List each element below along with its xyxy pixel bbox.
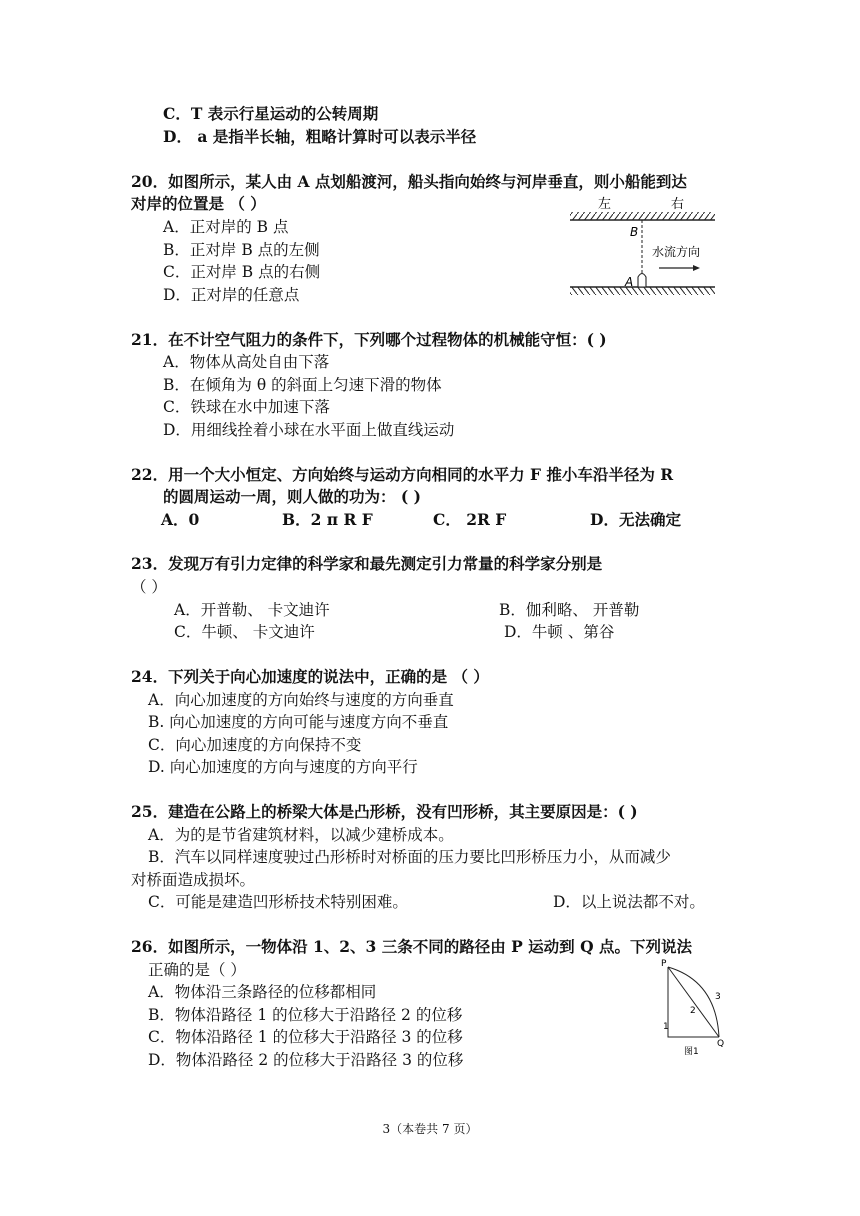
q22-option-b: B．2 π R F	[282, 510, 373, 529]
q24-option-a: A．向心加速度的方向始终与速度的方向垂直	[148, 691, 454, 709]
q20-stem-line1: 20．如图所示，某人由 A 点划船渡河，船头指向始终与河岸垂直，则小船能到达	[131, 172, 687, 191]
q20-option-b: B．正对岸 B 点的左侧	[163, 241, 320, 259]
q21-option-d: D．用细线拴着小球在水平面上做直线运动	[163, 421, 455, 439]
q19-option-c: C．T 表示行星运动的公转周期	[163, 104, 379, 123]
figure-caption: 图1	[684, 1047, 699, 1057]
q21-option-a: A．物体从高处自由下落	[163, 353, 330, 371]
point-p: P	[661, 959, 667, 969]
q26-option-b: B．物体沿路径 1 的位移大于沿路径 2 的位移	[148, 1006, 463, 1024]
q23-stem-line1: 23．发现万有引力定律的科学家和最先测定引力常量的科学家分别是	[131, 554, 603, 573]
q25-option-b-line1: B．汽车以同样速度驶过凸形桥时对桥面的压力要比凹形桥压力小，从而减少	[148, 848, 671, 866]
q21-stem: 21．在不计空气阻力的条件下，下列哪个过程物体的机械能守恒：( )	[131, 330, 607, 349]
bottom-bank-hatch	[570, 287, 715, 295]
point-b: B	[630, 225, 639, 239]
q22-stem-line1: 22．用一个大小恒定、方向始终与运动方向相同的水平力 F 推小车沿半径为 R	[131, 465, 674, 484]
q22-option-d: D．无法确定	[590, 510, 681, 529]
q21-option-b: B．在倾角为 θ 的斜面上匀速下滑的物体	[163, 376, 442, 394]
river-crossing-figure	[565, 190, 720, 302]
q21-option-c: C．铁球在水中加速下落	[163, 398, 330, 416]
q25-option-d: D．以上说法都不对。	[553, 893, 705, 911]
top-bank-hatch	[570, 212, 715, 220]
q20-stem-line2: 对岸的位置是 （ ）	[131, 194, 266, 213]
q26-stem-line2: 正确的是（ ）	[148, 961, 246, 979]
boat-icon	[638, 274, 646, 288]
point-q: Q	[717, 1039, 725, 1049]
page-footer: 3（本卷共 7 页）	[382, 1122, 478, 1136]
q25-option-c: C．可能是建造凹形桥技术特别困难。	[148, 893, 408, 911]
q26-option-c: C．物体沿路径 1 的位移大于沿路径 3 的位移	[148, 1028, 463, 1046]
q24-option-d: D. 向心加速度的方向与速度的方向平行	[148, 758, 418, 776]
point-a: A	[625, 275, 634, 289]
q26-option-d: D．物体沿路径 2 的位移大于沿路径 3 的位移	[148, 1051, 464, 1069]
q22-stem-line2: 的圆周运动一周，则人做的功为： ( )	[163, 487, 421, 506]
q26-option-a: A．物体沿三条路径的位移都相同	[148, 983, 377, 1001]
label-right: 右	[671, 197, 685, 212]
q22-option-a: A．0	[161, 510, 200, 529]
path-2-label: 2	[690, 1006, 696, 1016]
q24-stem: 24．下列关于向心加速度的说法中，正确的是 （ ）	[131, 667, 489, 686]
q23-option-a: A．开普勒、 卡文迪许	[174, 601, 330, 619]
q23-stem-line2: （ ）	[131, 578, 167, 596]
q19-option-d: D． a 是指半长轴，粗略计算时可以表示半径	[163, 127, 477, 146]
q23-option-d: D．牛顿 、第谷	[504, 623, 615, 641]
q23-option-c: C．牛顿、 卡文迪许	[174, 623, 315, 641]
path-figure	[656, 955, 736, 1065]
flow-direction-label: 水流方向	[652, 245, 701, 259]
q20-option-c: C．正对岸 B 点的右侧	[163, 263, 321, 281]
q22-option-c: C． 2R F	[433, 510, 507, 529]
q24-option-b: B. 向心加速度的方向可能与速度方向不垂直	[148, 713, 449, 731]
path-3-label: 3	[715, 992, 721, 1002]
q24-option-c: C．向心加速度的方向保持不变	[148, 736, 362, 754]
q26-stem-line1: 26．如图所示，一物体沿 1、2、3 三条不同的路径由 P 运动到 Q 点。下列说法	[131, 937, 692, 956]
label-left: 左	[598, 197, 612, 212]
q20-option-d: D．正对岸的任意点	[163, 286, 300, 304]
q25-stem: 25．建造在公路上的桥梁大体是凸形桥，没有凹形桥，其主要原因是：( )	[131, 802, 638, 821]
flow-arrowhead	[693, 265, 700, 271]
q20-option-a: A．正对岸的 B 点	[163, 218, 289, 236]
path-1-label: 1	[663, 1022, 669, 1032]
q25-option-a: A．为的是节省建筑材料，以减少建桥成本。	[148, 826, 454, 844]
q23-option-b: B．伽利略、 开普勒	[499, 601, 640, 619]
q25-option-b-line2: 对桥面造成损坏。	[131, 871, 256, 889]
